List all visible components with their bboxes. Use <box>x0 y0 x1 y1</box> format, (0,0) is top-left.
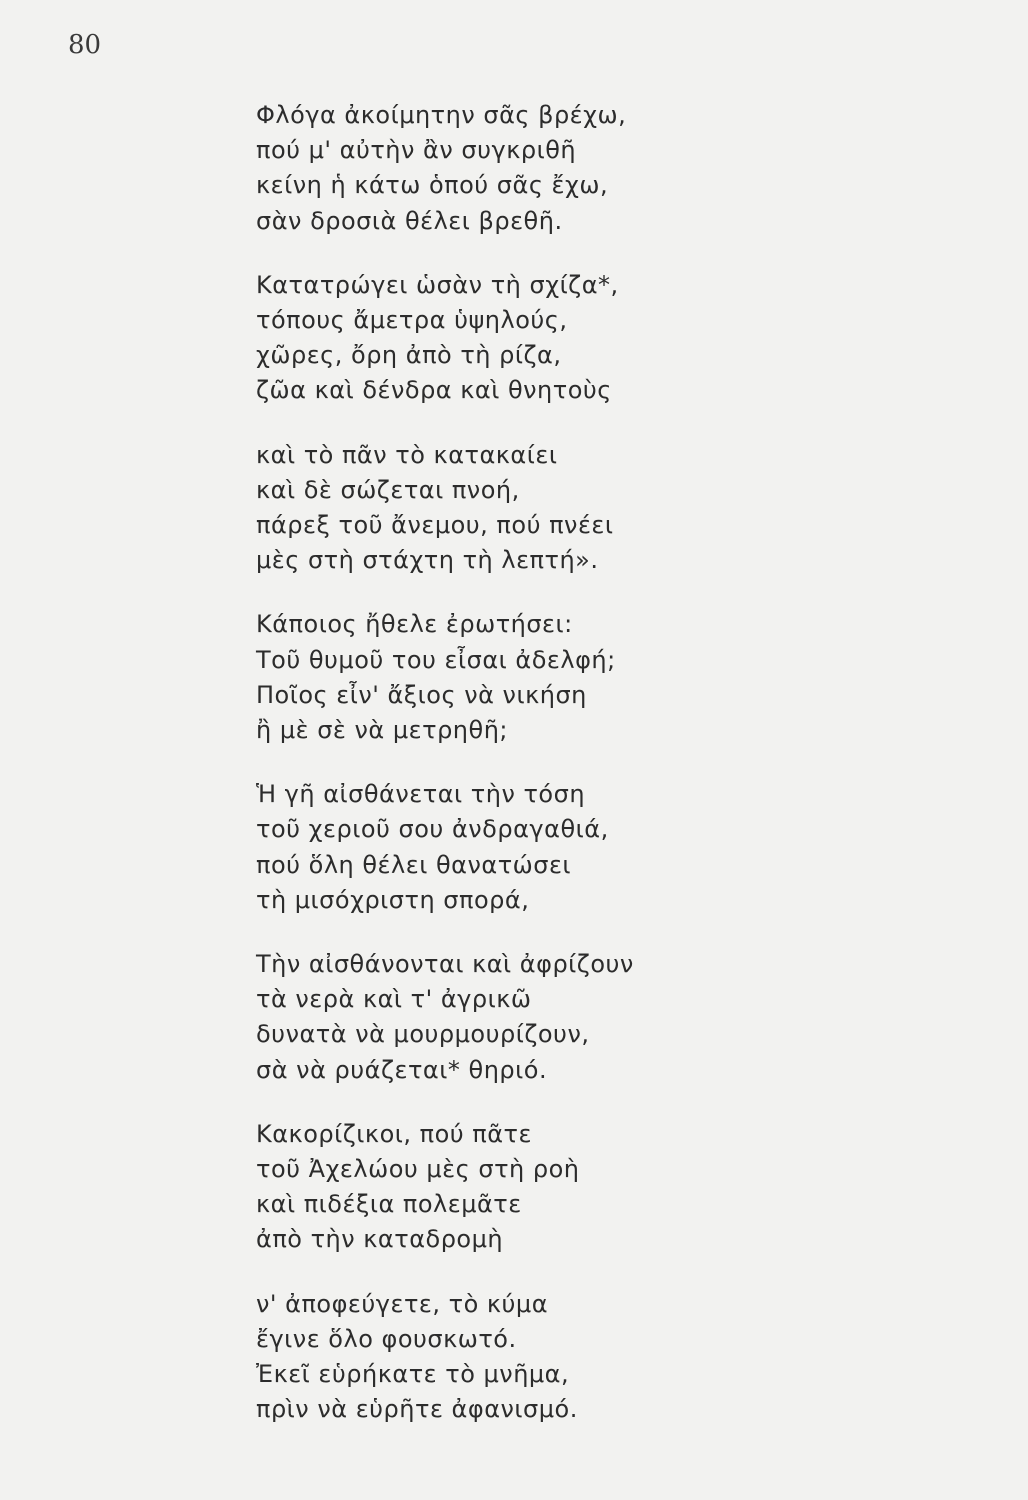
poem-line: καὶ δὲ σώζεται πνοή, <box>256 475 520 504</box>
poem-line: πρὶν νὰ εὑρῆτε ἀφανισμό. <box>256 1395 578 1424</box>
poem-line: τὴ μισόχριστη σπορά, <box>256 885 530 914</box>
poem-line: Ἡ γῆ αἰσθάνεται τὴν τόση <box>256 780 586 809</box>
poem-line: Τὴν αἰσθάνονται καὶ ἀφρίζουν <box>256 950 634 979</box>
poem-line: πού μ' αὐτὴν ἂν συγκριθῆ <box>256 136 577 165</box>
poem-line: ἔγινε ὅλο φουσκωτό. <box>256 1324 517 1353</box>
poem-line: Ποῖος εἶν' ἄξιος νὰ νικήση <box>256 680 587 709</box>
page-number: 80 <box>68 30 102 60</box>
poem-line: ζῶα καὶ δένδρα καὶ θνητοὺς <box>256 376 612 405</box>
stanza <box>256 777 634 918</box>
poem-line: τοῦ χεριοῦ σου ἀνδραγαθιά, <box>256 815 609 844</box>
poem-line: μὲς στὴ στάχτη τὴ λεπτή». <box>256 546 599 575</box>
poem-line: Κακορίζικοι, πού πᾶτε <box>256 1119 532 1148</box>
stanza <box>256 98 634 239</box>
poem-line: πού ὅλη θέλει θανατώσει <box>256 850 572 879</box>
stanza <box>256 1287 634 1428</box>
poem-line: τὰ νερὰ καὶ τ' ἀγρικῶ <box>256 985 532 1014</box>
poem-line: ἢ μὲ σὲ νὰ μετρηθῆ; <box>256 716 508 745</box>
stanza <box>256 607 634 748</box>
poem-line: πάρεξ τοῦ ἄνεμου, πού πνέει <box>256 511 614 540</box>
poem-line: ἀπὸ τὴν καταδρομὴ <box>256 1225 504 1254</box>
poem-line: ν' ἀποφεύγετε, τὸ κύμα <box>256 1289 549 1318</box>
poem-line: Τοῦ θυμοῦ του εἶσαι ἀδελφή; <box>256 645 616 674</box>
stanza <box>256 268 634 409</box>
stanza <box>256 947 634 1088</box>
poem-line: χῶρες, ὄρη ἀπὸ τὴ ρίζα, <box>256 341 562 370</box>
poem-line: καὶ τὸ πᾶν τὸ κατακαίει <box>256 440 558 469</box>
poem-line: Κατατρώγει ὡσὰν τὴ σχίζα*, <box>256 270 619 299</box>
poem-line: τοῦ Ἀχελώου μὲς στὴ ροὴ <box>256 1155 580 1184</box>
poem-line: σὰ νὰ ρυάζεται* θηριό. <box>256 1055 548 1084</box>
stanza <box>256 438 634 579</box>
poem-line: Ἐκεῖ εὑρήκατε τὸ μνῆμα, <box>256 1360 570 1389</box>
poem-line: καὶ πιδέξια πολεμᾶτε <box>256 1190 522 1219</box>
poem-line: Κάποιος ἤθελε ἐρωτήσει: <box>256 610 573 639</box>
poem <box>256 98 634 1457</box>
poem-line: τόπους ἄμετρα ὑψηλούς, <box>256 306 568 335</box>
poem-line: σὰν δροσιὰ θέλει βρεθῆ. <box>256 206 563 235</box>
poem-line: Φλόγα ἀκοίμητην σᾶς βρέχω, <box>256 101 627 129</box>
poem-line: δυνατὰ νὰ μουρμουρίζουν, <box>256 1020 590 1049</box>
stanza <box>256 1117 634 1258</box>
poem-line: κείνη ἡ κάτω ὁπού σᾶς ἔχω, <box>256 171 609 200</box>
